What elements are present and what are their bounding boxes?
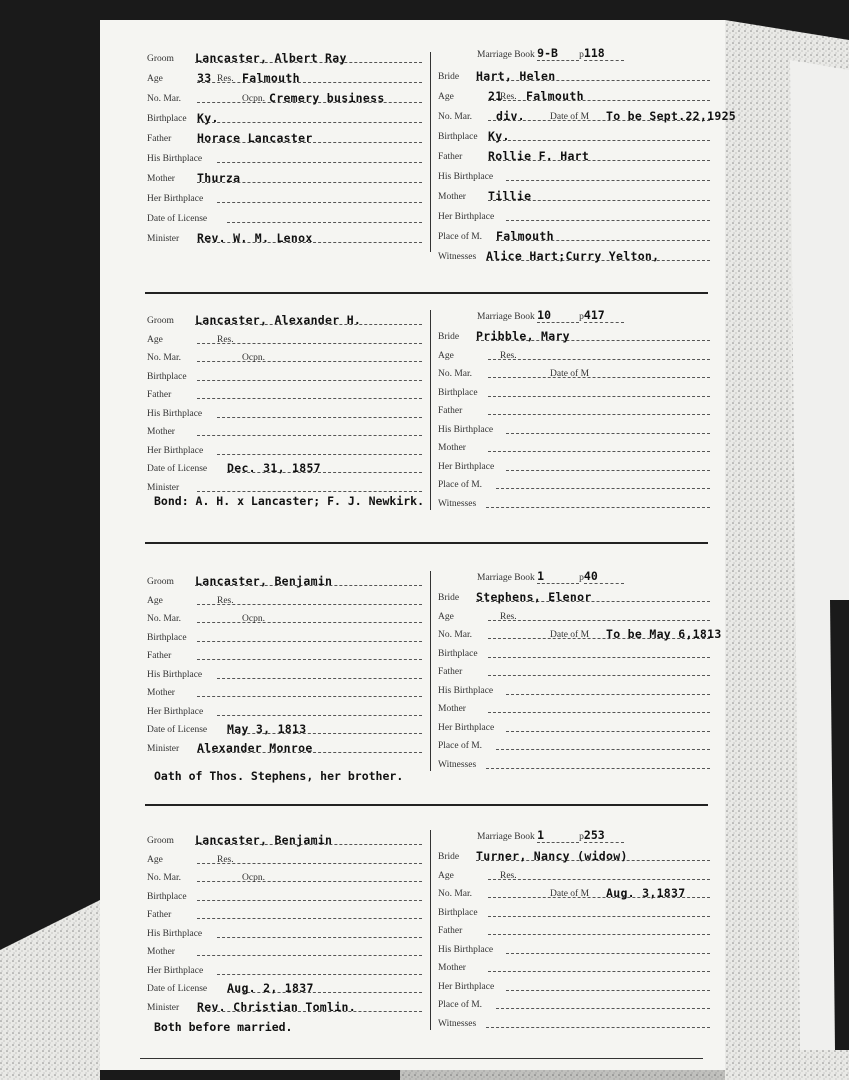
field-label: His Birthplace (147, 928, 203, 939)
field-label: Her Birthplace (438, 212, 495, 222)
field-underline (227, 222, 422, 223)
bride-birthplace-line (438, 126, 710, 144)
field-underline (197, 641, 422, 642)
field-label: Groom (147, 836, 174, 846)
field-underline (488, 934, 710, 935)
field-label: Her Birthplace (438, 722, 495, 733)
groom-birthplace-value: Ky. (197, 111, 219, 125)
groom-name-line (147, 830, 422, 848)
field-label: Res. (500, 870, 517, 881)
field-underline (488, 916, 710, 917)
groom-minister-value: Alexander Monroe (197, 740, 313, 755)
field-label: Res. (500, 92, 517, 102)
field-underline (486, 768, 710, 769)
field-label: Birthplace (438, 387, 478, 398)
groom-father-line (147, 904, 422, 922)
field-label: Father (147, 910, 172, 920)
field-label: Res. (500, 611, 517, 622)
field-underline (496, 749, 710, 750)
field-underline (486, 507, 710, 508)
field-label: Age (438, 611, 454, 622)
bride-birthplace-line (438, 643, 710, 661)
record-separator (145, 292, 708, 294)
field-underline (496, 1008, 710, 1009)
groom-minister-line (147, 228, 422, 246)
field-label: His Birthplace (438, 944, 494, 955)
field-label: Groom (147, 577, 174, 587)
bride-res-value: Falmouth (526, 89, 584, 103)
groom-column (147, 302, 425, 522)
field-underline (197, 955, 422, 956)
bride-father-line (438, 920, 710, 938)
bride-mother-line (438, 698, 710, 716)
field-underline (197, 881, 422, 882)
bride-her-birthplace-line (438, 976, 710, 994)
bride-her-birthplace-line (438, 456, 710, 474)
record-separator (145, 804, 708, 806)
bride-mother-line (438, 186, 710, 204)
field-underline (197, 659, 422, 660)
groom-age-value: 33 (197, 71, 212, 85)
marriage-record (112, 822, 712, 1062)
field-underline (197, 122, 422, 123)
field-label: Birthplace (147, 632, 187, 643)
bride-name-line (438, 326, 710, 344)
field-label: Father (147, 134, 172, 144)
bride-name-line (438, 587, 710, 605)
field-label: His Birthplace (438, 172, 494, 182)
groom-father-line (147, 645, 422, 663)
field-label: Age (147, 74, 163, 84)
field-label: Res. (217, 595, 234, 606)
marriage-book-number: 9-B (537, 46, 579, 61)
groom-minister-value: Rev. W. M. Lenox (197, 231, 313, 245)
field-underline (197, 491, 422, 492)
field-label: Age (147, 854, 163, 865)
groom-her-birthplace-line (147, 701, 422, 719)
groom-age-line (147, 849, 422, 867)
groom-minister-line (147, 477, 422, 495)
groom-column (147, 563, 422, 783)
field-underline (506, 470, 710, 471)
field-label: Mother (147, 947, 175, 957)
field-label: His Birthplace (147, 154, 203, 164)
bride-his-birthplace-line (438, 419, 710, 437)
field-label: Witnesses (438, 498, 477, 509)
field-label: Ocpn. (242, 353, 265, 363)
groom-date-of-license-value: May 3, 1813 (227, 722, 307, 736)
field-underline (488, 657, 710, 658)
field-label: Ocpn. (242, 614, 265, 624)
field-underline (197, 361, 422, 362)
groom-date-of-license-line (147, 719, 422, 737)
field-label: No. Mar. (147, 353, 182, 363)
groom-name-value: Lancaster, Albert Ray (195, 51, 347, 65)
groom-his-birthplace-line (147, 148, 422, 166)
field-label: Father (438, 406, 463, 416)
field-underline (488, 100, 710, 101)
field-label: Groom (147, 316, 174, 326)
page-label: p (579, 50, 584, 60)
bride-column (438, 302, 710, 522)
page-number: 253 (584, 828, 624, 843)
field-underline (488, 620, 710, 621)
field-label: Witnesses (438, 252, 477, 262)
bride-column (438, 822, 710, 1042)
bride-birthplace-value: Ky. (488, 129, 510, 143)
bride-column (438, 44, 737, 264)
groom-column (147, 822, 422, 1042)
field-label: Mother (438, 192, 466, 202)
bride-father-line (438, 146, 710, 164)
field-underline (488, 675, 710, 676)
groom-birthplace-line (147, 886, 422, 904)
field-label: Date of M (550, 630, 590, 640)
field-label: Her Birthplace (147, 194, 204, 204)
field-underline (217, 202, 422, 203)
field-label: Date of M (550, 112, 590, 122)
groom-minister-line (147, 738, 422, 756)
record-note: Oath of Thos. Stephens, her brother. (154, 769, 404, 783)
groom-age-line (147, 68, 422, 86)
marriage-book-label: Marriage Book (477, 573, 535, 583)
bride-her-birthplace-line (438, 206, 710, 224)
bride-witnesses-line (438, 493, 710, 511)
groom-mother-line (147, 421, 422, 439)
groom-name-line (147, 48, 422, 66)
page-label: p (579, 312, 584, 322)
bride-no-mar-line (438, 883, 710, 901)
field-label: No. Mar. (438, 630, 473, 640)
bride-age-line (438, 865, 710, 883)
field-underline (488, 712, 710, 713)
groom-date-of-license-line (147, 208, 422, 226)
field-label: No. Mar. (438, 369, 473, 379)
field-label: His Birthplace (438, 685, 494, 696)
marriage-book-label: Marriage Book (477, 312, 535, 322)
groom-his-birthplace-line (147, 923, 422, 941)
marriage-book-number: 10 (537, 308, 579, 323)
field-label: Her Birthplace (147, 965, 204, 976)
groom-ocpn-value: Cremery business (269, 91, 385, 105)
field-underline (197, 380, 422, 381)
bride-mother-line (438, 957, 710, 975)
field-label: Age (147, 595, 163, 606)
groom-birthplace-line (147, 366, 422, 384)
column-divider (430, 310, 431, 510)
field-label: Minister (147, 482, 180, 493)
field-label: Mother (147, 174, 175, 184)
field-label: No. Mar. (147, 94, 182, 104)
field-underline (197, 435, 422, 436)
bride-no-mar-value: div. (496, 109, 525, 123)
bride-place-of-m-value: Falmouth (496, 229, 554, 243)
field-underline (197, 696, 422, 697)
field-label: Birthplace (438, 648, 478, 659)
bride-her-birthplace-line (438, 717, 710, 735)
groom-his-birthplace-line (147, 403, 422, 421)
field-underline (506, 694, 710, 695)
field-underline (486, 1027, 710, 1028)
bride-age-line (438, 86, 710, 104)
record-note: Both before married. (154, 1020, 293, 1034)
page-number: 118 (584, 46, 624, 61)
bride-father-line (438, 661, 710, 679)
field-label: Res. (500, 350, 517, 361)
field-label: His Birthplace (147, 669, 203, 680)
groom-mother-line (147, 941, 422, 959)
field-label: Date of M (550, 369, 590, 379)
groom-birthplace-line (147, 108, 422, 126)
field-label: Her Birthplace (438, 981, 495, 992)
field-label: Age (438, 350, 454, 361)
marriage-record (112, 302, 712, 542)
groom-mother-line (147, 168, 422, 186)
groom-name-value: Lancaster, Benjamin (195, 574, 333, 588)
field-label: Age (147, 334, 163, 345)
field-underline (488, 140, 710, 141)
field-label: Groom (147, 54, 174, 64)
marriage-book-number: 1 (537, 828, 579, 843)
field-label: Age (438, 870, 454, 881)
field-label: Father (438, 152, 463, 162)
bride-date-of-m-value: Aug. 3,1837 (606, 886, 686, 900)
field-label: Bride (438, 593, 460, 603)
bride-name-value: Stephens, Elenor (476, 590, 592, 604)
field-underline (488, 879, 710, 880)
field-underline (488, 396, 710, 397)
field-underline (488, 971, 710, 972)
field-label: Date of License (147, 214, 208, 224)
groom-date-of-license-value: Aug. 2, 1837 (227, 981, 314, 995)
field-underline (217, 454, 422, 455)
bride-name-value: Pribble, Mary (476, 329, 570, 343)
field-label: Mother (438, 963, 466, 973)
field-label: Birthplace (147, 891, 187, 902)
groom-mother-value: Thurza (197, 171, 241, 185)
page-label: p (579, 832, 584, 842)
bride-no-mar-line (438, 106, 737, 124)
field-label: Date of License (147, 984, 208, 994)
record-separator (140, 1058, 703, 1059)
field-label: Her Birthplace (147, 445, 204, 456)
field-label: Mother (147, 427, 175, 437)
bride-father-value: Rollie F. Hart (488, 149, 590, 163)
field-underline (506, 220, 710, 221)
page-label: p (579, 573, 584, 583)
field-label: Witnesses (438, 1018, 477, 1029)
field-label: No. Mar. (438, 112, 473, 122)
field-label: Bride (438, 332, 460, 342)
field-label: Her Birthplace (147, 706, 204, 717)
bride-no-mar-line (438, 624, 722, 642)
field-underline (496, 488, 710, 489)
field-label: Place of M. (438, 480, 483, 490)
groom-no-mar-line (147, 608, 422, 626)
field-underline (488, 414, 710, 415)
field-label: Birthplace (438, 907, 478, 918)
field-label: Her Birthplace (438, 461, 495, 472)
groom-no-mar-line (147, 88, 422, 106)
bride-age-line (438, 606, 710, 624)
field-underline (217, 162, 422, 163)
field-underline (217, 678, 422, 679)
bride-father-line (438, 400, 710, 418)
groom-no-mar-line (147, 867, 422, 885)
record-separator (145, 542, 708, 544)
bride-witnesses-line (438, 1013, 710, 1031)
groom-age-line (147, 329, 422, 347)
column-divider (430, 52, 431, 252)
field-underline (197, 900, 422, 901)
groom-his-birthplace-line (147, 664, 422, 682)
bride-name-value: Hart, Helen (476, 69, 556, 83)
field-label: Ocpn. (242, 94, 265, 104)
field-label: Birthplace (147, 114, 187, 124)
bride-date-of-m-value: To be Sept.22,1925 (606, 109, 737, 123)
field-label: Mother (438, 443, 466, 453)
field-underline (506, 731, 710, 732)
bride-his-birthplace-line (438, 939, 710, 957)
bride-date-of-m-value: To be May 6,1813 (606, 627, 722, 641)
groom-name-line (147, 571, 422, 589)
marriage-record (112, 563, 722, 803)
field-label: Res. (217, 854, 234, 865)
field-underline (217, 937, 422, 938)
groom-res-value: Falmouth (242, 71, 300, 85)
groom-age-line (147, 590, 422, 608)
groom-column (147, 44, 422, 264)
field-label: Mother (147, 688, 175, 698)
field-label: Place of M. (438, 1000, 483, 1010)
groom-date-of-license-line (147, 978, 422, 996)
groom-birthplace-line (147, 627, 422, 645)
field-label: Father (438, 667, 463, 677)
field-underline (488, 377, 710, 378)
field-label: Age (438, 92, 454, 102)
marriage-record (112, 44, 737, 284)
field-underline (217, 715, 422, 716)
field-label: Father (147, 390, 172, 400)
field-underline (488, 359, 710, 360)
groom-father-value: Horace Lancaster (197, 131, 313, 145)
field-label: Witnesses (438, 759, 477, 770)
field-label: No. Mar. (438, 889, 473, 899)
field-label: Res. (217, 334, 234, 345)
column-divider (430, 830, 431, 1030)
bride-witnesses-value: Alice Hart;Curry Yelton, (486, 249, 660, 263)
column-divider (430, 571, 431, 771)
marriage-book-label: Marriage Book (477, 832, 535, 842)
bride-mother-line (438, 437, 710, 455)
groom-her-birthplace-line (147, 188, 422, 206)
field-underline (197, 622, 422, 623)
groom-mother-line (147, 682, 422, 700)
bride-witnesses-line (438, 246, 710, 264)
page-number: 417 (584, 308, 624, 323)
bride-age-value: 21 (488, 89, 503, 103)
field-label: Place of M. (438, 232, 483, 242)
bride-place-of-m-line (438, 474, 710, 492)
field-label: Place of M. (438, 741, 483, 751)
marriage-book-number: 1 (537, 569, 579, 584)
field-underline (197, 398, 422, 399)
bride-place-of-m-line (438, 994, 710, 1012)
record-note: Bond: A. H. x Lancaster; F. J. Newkirk. (154, 494, 425, 508)
field-label: Date of M (550, 889, 590, 899)
field-label: Minister (147, 743, 180, 754)
field-underline (217, 974, 422, 975)
field-label: Birthplace (438, 132, 478, 142)
field-underline (506, 180, 710, 181)
field-label: Bride (438, 72, 460, 82)
bride-no-mar-line (438, 363, 710, 381)
groom-minister-value: Rev. Christian Tomlin. (197, 999, 356, 1014)
groom-her-birthplace-line (147, 960, 422, 978)
bride-place-of-m-line (438, 735, 710, 753)
field-label: Res. (217, 74, 234, 84)
groom-date-of-license-line (147, 458, 422, 476)
field-underline (217, 417, 422, 418)
field-underline (506, 433, 710, 434)
field-label: Father (438, 926, 463, 936)
bride-name-value: Turner, Nancy (widow) (476, 849, 628, 863)
field-underline (197, 918, 422, 919)
marriage-book-label: Marriage Book (477, 50, 535, 60)
groom-name-value: Lancaster, Benjamin (195, 833, 333, 847)
field-underline (506, 990, 710, 991)
field-label: No. Mar. (147, 614, 182, 624)
field-label: Date of License (147, 464, 208, 474)
groom-date-of-license-value: Dec. 31, 1857 (227, 461, 321, 475)
bride-mother-value: Tillie (488, 189, 532, 203)
page-number: 40 (584, 569, 624, 584)
bride-name-line (438, 846, 710, 864)
groom-name-value: Lancaster, Alexander H. (195, 313, 362, 327)
field-label: Minister (147, 1002, 180, 1013)
bride-place-of-m-line (438, 226, 710, 244)
groom-her-birthplace-line (147, 440, 422, 458)
bride-birthplace-line (438, 382, 710, 400)
field-label: Mother (438, 704, 466, 714)
bride-witnesses-line (438, 754, 710, 772)
field-label: Father (147, 651, 172, 661)
field-label: Ocpn. (242, 873, 265, 883)
groom-father-line (147, 384, 422, 402)
bride-column (438, 563, 722, 783)
bride-age-line (438, 345, 710, 363)
field-label: His Birthplace (147, 408, 203, 419)
field-underline (506, 953, 710, 954)
field-label: Birthplace (147, 371, 187, 382)
groom-father-line (147, 128, 422, 146)
bride-his-birthplace-line (438, 166, 710, 184)
field-label: Minister (147, 234, 180, 244)
groom-name-line (147, 310, 422, 328)
bride-name-line (438, 66, 710, 84)
field-label: His Birthplace (438, 424, 494, 435)
field-underline (488, 451, 710, 452)
field-label: Bride (438, 852, 460, 862)
field-label: No. Mar. (147, 873, 182, 883)
bride-his-birthplace-line (438, 680, 710, 698)
field-label: Date of License (147, 725, 208, 735)
groom-minister-line (147, 997, 422, 1015)
groom-no-mar-line (147, 347, 422, 365)
bride-birthplace-line (438, 902, 710, 920)
